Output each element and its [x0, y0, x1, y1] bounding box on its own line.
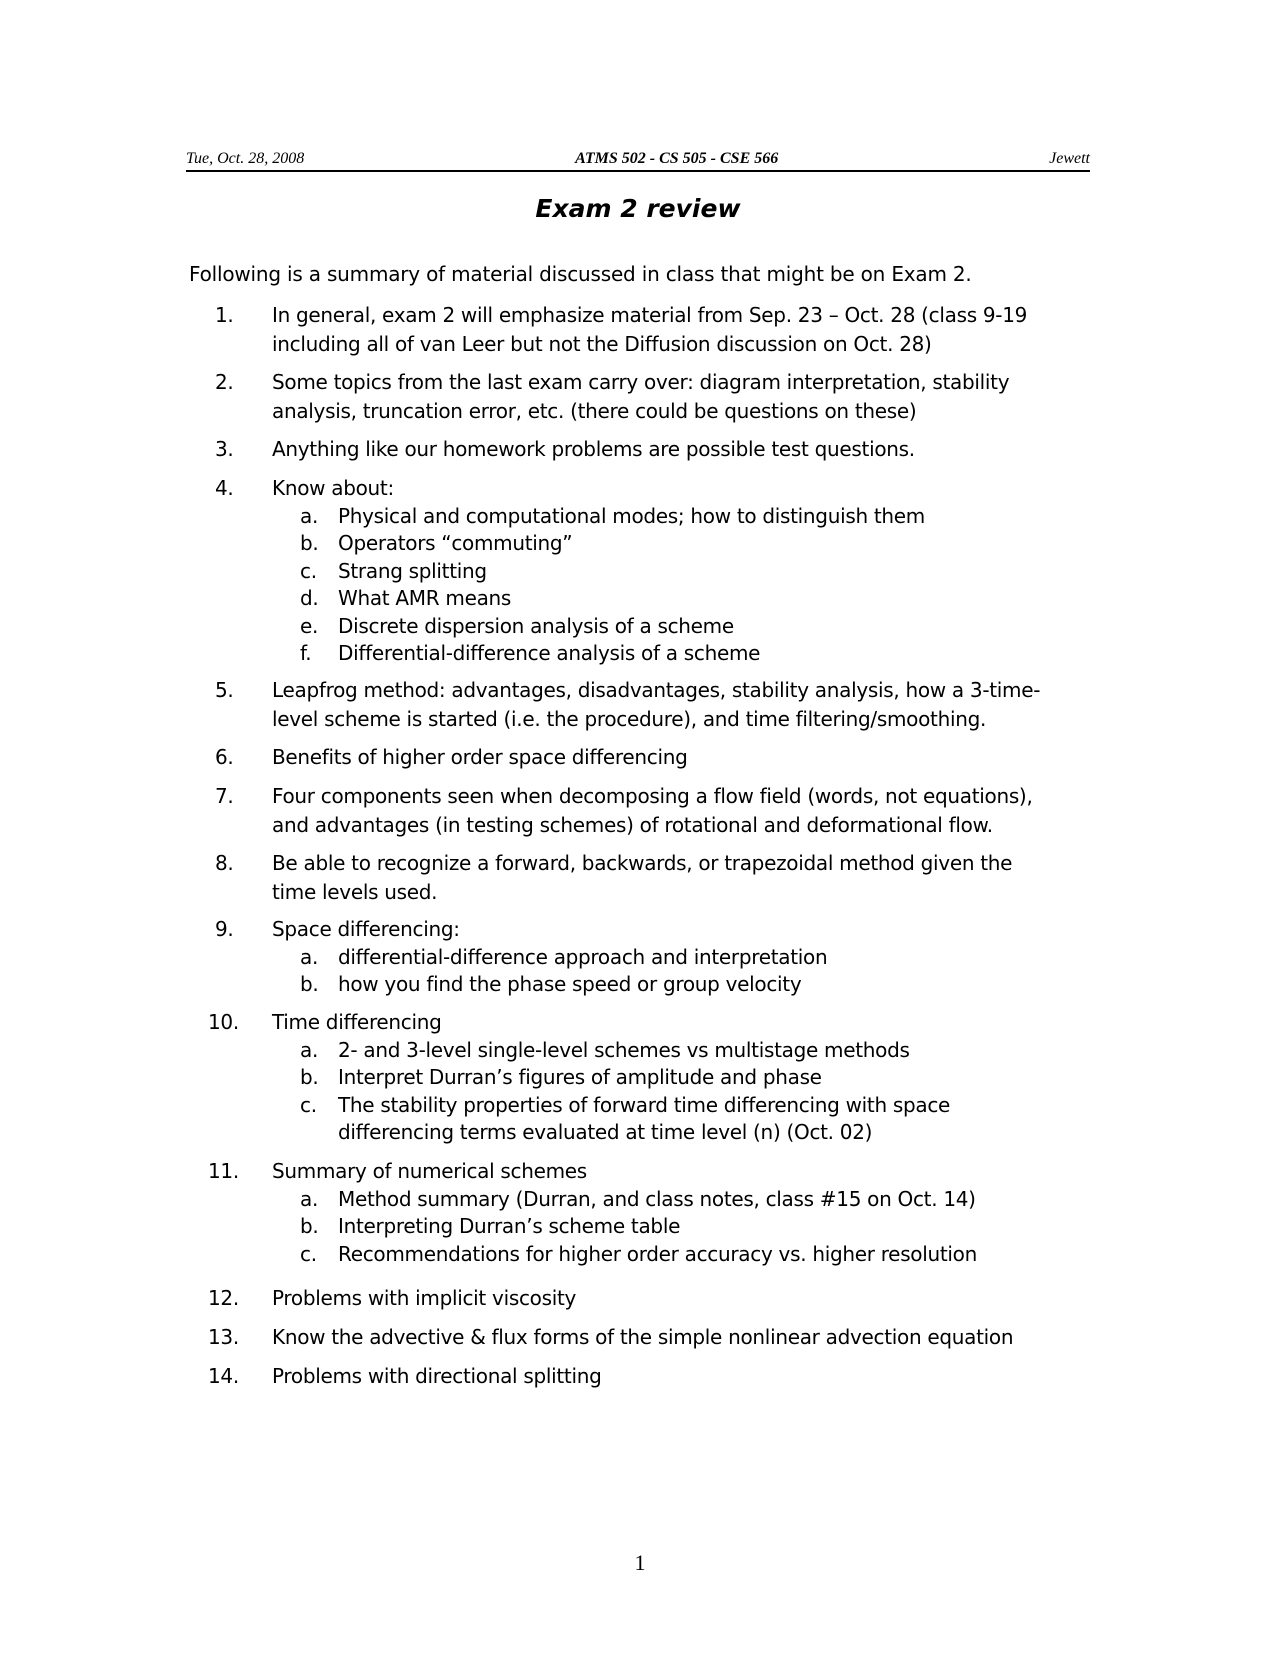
page-title: Exam 2 review — [535, 194, 741, 223]
item-text: time levels used. — [272, 879, 438, 904]
item-number: 8. — [215, 851, 234, 875]
sub-item-letter: a. — [300, 944, 319, 969]
item-text: including all of van Leer but not the Diffusion discussion on Oct. 28) — [272, 331, 932, 356]
header-date: Tue, Oct. 28, 2008 — [186, 150, 305, 167]
item-text: Know the advective & flux forms of the simple nonlinear advection equation — [272, 1325, 1014, 1349]
sub-item-text: Differential-difference analysis of a scheme — [338, 641, 761, 665]
item-number: 10. — [208, 1010, 239, 1034]
sub-item-letter: c. — [300, 1092, 317, 1117]
item-number: 2. — [215, 370, 234, 394]
item-text: Benefits of higher order space differencing — [272, 745, 688, 769]
sub-item-letter: c. — [300, 558, 317, 583]
item-number: 12. — [208, 1286, 239, 1310]
sub-item-text: Discrete dispersion analysis of a scheme — [338, 613, 734, 638]
page-header — [186, 150, 1090, 172]
item-text: Summary of numerical schemes — [272, 1159, 587, 1183]
item-text: In general, exam 2 will emphasize material from Sep. 23 – Oct. 28 (class 9-19 — [272, 303, 1028, 327]
sub-item-text: Physical and computational modes; how to distinguish them — [338, 503, 925, 528]
item-text: Anything like our homework problems are possible test questions. — [272, 437, 915, 461]
sub-item-text: differencing terms evaluated at time level (n) (Oct. 02) — [338, 1120, 873, 1144]
item-text: Some topics from the last exam carry over: diagram interpretation, stability — [272, 370, 1010, 394]
item-number: 1. — [215, 303, 234, 327]
sub-item-letter: a. — [300, 1186, 319, 1211]
header-course: ATMS 502 - CS 505 - CSE 566 — [575, 150, 779, 167]
item-number: 4. — [215, 476, 234, 500]
item-text: Know about: — [272, 476, 394, 500]
item-number: 9. — [215, 917, 234, 941]
sub-item-letter: d. — [300, 586, 319, 610]
item-text: analysis, truncation error, etc. (there could be questions on these) — [272, 398, 917, 423]
sub-item-text: Operators “commuting” — [338, 531, 573, 555]
item-number: 14. — [208, 1364, 239, 1388]
sub-item-text: Interpret Durran’s figures of amplitude and phase — [338, 1065, 822, 1089]
item-text: Problems with implicit viscosity — [272, 1286, 577, 1310]
page-number: 1 — [634, 1550, 646, 1575]
sub-item-text: how you find the phase speed or group velocity — [338, 972, 802, 996]
sub-item-letter: b. — [300, 1214, 319, 1238]
sub-item-text: Strang splitting — [338, 558, 487, 583]
sub-item-text: What AMR means — [338, 586, 512, 610]
sub-item-text: Method summary (Durran, and class notes, class #15 on Oct. 14) — [338, 1186, 976, 1211]
sub-item-text: The stability properties of forward time differencing with space — [338, 1092, 951, 1117]
sub-item-text: Recommendations for higher order accuracy vs. higher resolution — [338, 1241, 977, 1266]
sub-item-letter: e. — [300, 613, 319, 638]
item-text: Problems with directional splitting — [272, 1364, 602, 1388]
item-text: Time differencing — [272, 1010, 442, 1034]
sub-item-text: differential-difference approach and interpretation — [338, 944, 828, 969]
sub-item-text: 2- and 3-level single-level schemes vs multistage methods — [338, 1037, 910, 1062]
header-author: Jewett — [1049, 150, 1090, 167]
item-text: Leapfrog method: advantages, disadvantages, stability analysis, how a 3-time- — [272, 678, 1041, 702]
item-number: 7. — [215, 784, 234, 808]
item-text: Four components seen when decomposing a flow field (words, not equations), — [272, 784, 1033, 808]
sub-item-text: Interpreting Durran’s scheme table — [338, 1214, 681, 1238]
item-text: level scheme is started (i.e. the procedure), and time filtering/smoothing. — [272, 706, 987, 731]
item-text: Space differencing: — [272, 917, 460, 941]
sub-item-letter: b. — [300, 531, 319, 555]
sub-item-letter: b. — [300, 1065, 319, 1089]
sub-item-letter: a. — [300, 503, 319, 528]
item-number: 3. — [215, 437, 234, 461]
sub-item-letter: a. — [300, 1037, 319, 1062]
intro-text: Following is a summary of material discussed in class that might be on Exam 2. — [189, 262, 972, 286]
sub-item-letter: f. — [300, 641, 312, 665]
sub-item-letter: c. — [300, 1241, 317, 1266]
item-number: 5. — [215, 678, 234, 702]
item-text: and advantages (in testing schemes) of rotational and deformational flow. — [272, 812, 993, 837]
item-number: 6. — [215, 745, 234, 769]
sub-item-letter: b. — [300, 972, 319, 996]
item-text: Be able to recognize a forward, backwards, or trapezoidal method given the — [272, 851, 1013, 875]
item-number: 11. — [208, 1159, 239, 1183]
item-number: 13. — [208, 1325, 239, 1349]
